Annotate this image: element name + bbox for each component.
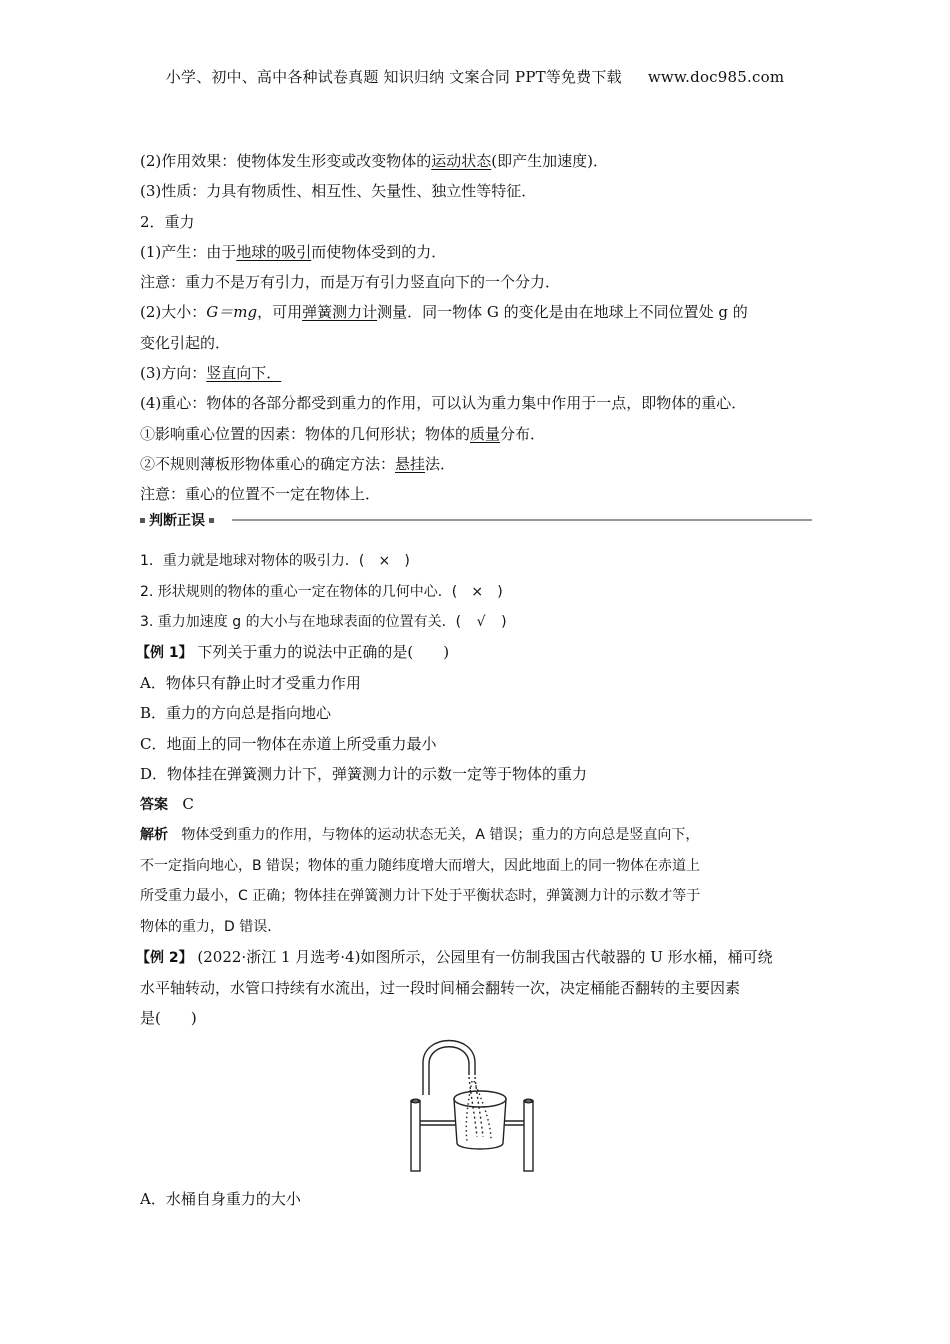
force-effect bbox=[140, 150, 608, 171]
gravity-direction bbox=[140, 362, 281, 383]
gravity-center: (4)重心：物体的各部分都受到重力的作用，可以认为重力集中作用于一点，即物体的重心． bbox=[140, 394, 747, 412]
bucket-rim bbox=[454, 1091, 506, 1107]
left-post bbox=[411, 1101, 420, 1171]
gravity-factor-text: ①影响重心位置的因素：物体的几何形状；物体的 bbox=[140, 425, 471, 443]
example2-stem-text: (2022·浙江 1 月选考·4)如图所示，公园里有一仿制我国古代攲器的 U 形水桶，桶可绕 bbox=[197, 948, 773, 966]
gravity-method-tail: 法． bbox=[425, 455, 456, 473]
judge-mark: √ bbox=[476, 614, 486, 630]
gravity-size-mid: ，可用 bbox=[257, 303, 303, 321]
example1-option: D．物体挂在弹簧测力计下，弹簧测力计的示数一定等于物体的重力 bbox=[140, 765, 588, 783]
example1-stem bbox=[136, 641, 449, 662]
header-text: 小学、初中、高中各种试卷真题 知识归纳 文案合同 PPT等免费下载 bbox=[165, 68, 622, 86]
gravity-note1: 注意：重力不是万有引力，而是万有引力竖直向下的一个分力． bbox=[140, 273, 561, 291]
water-pipe bbox=[423, 1041, 475, 1096]
example2-stem bbox=[136, 946, 773, 967]
example1-option: A．物体只有静止时才受重力作用 bbox=[140, 674, 361, 692]
example1-answer bbox=[140, 794, 194, 814]
square-bullet-icon bbox=[209, 518, 214, 523]
gravity-size-text: (2)大小： bbox=[140, 303, 207, 321]
judge-close: ) bbox=[501, 614, 507, 630]
judge-mark: × bbox=[471, 584, 484, 600]
example2-label: 【例 2】 bbox=[136, 950, 193, 966]
square-bullet-icon bbox=[140, 518, 145, 523]
gravity-size-tail: 测量．同一物体 G 的变化是由在地球上不同位置处 g 的 bbox=[377, 303, 748, 321]
judge-close: ) bbox=[497, 584, 503, 600]
force-effect-text: (2)作用效果：使物体发生形变或改变物体的 bbox=[140, 152, 432, 170]
judge-title-text: 判断正误 bbox=[149, 513, 205, 529]
judge-item-text: 3. 重力加速度 g 的大小与在地球表面的位置有关．( bbox=[140, 614, 462, 630]
water-pipe-inner bbox=[429, 1047, 469, 1095]
example2-stem-line: 水平轴转动，水管口持续有水流出，过一段时间桶会翻转一次，决定桶能否翻转的主要因素 bbox=[140, 979, 741, 997]
analysis-label: 解析 bbox=[140, 827, 168, 843]
judge-close: ) bbox=[404, 553, 410, 569]
judge-mark: × bbox=[378, 553, 391, 569]
gravity-factor-underlined: 质量 bbox=[470, 425, 501, 443]
gravity-method bbox=[140, 453, 455, 474]
gravity-factor-tail: 分布． bbox=[500, 425, 546, 443]
u-bucket-figure bbox=[405, 1037, 545, 1175]
analysis-line: 物体的重力，D 错误． bbox=[140, 919, 282, 935]
gravity-origin-underlined: 地球的吸引 bbox=[236, 243, 312, 261]
analysis-line: 所受重力最小，C 正确；物体挂在弹簧测力计下处于平衡状态时，弹簧测力计的示数才等于 bbox=[140, 888, 701, 904]
gravity-origin-tail: 而使物体受到的力． bbox=[311, 243, 447, 261]
example1-option: B．重力的方向总是指向地心 bbox=[140, 704, 332, 722]
judge-item bbox=[140, 550, 410, 570]
force-effect-tail: (即产生加速度)． bbox=[491, 152, 608, 170]
gravity-method-underlined: 悬挂 bbox=[395, 455, 426, 473]
gravity-note2: 注意：重心的位置不一定在物体上． bbox=[140, 485, 381, 503]
right-post bbox=[524, 1101, 533, 1171]
gravity-size bbox=[140, 301, 748, 322]
gravity-formula: G＝mg bbox=[206, 303, 258, 321]
section-divider bbox=[232, 519, 812, 521]
judge-item-text: 1．重力就是地球对物体的吸引力．( bbox=[140, 553, 365, 569]
example1-analysis bbox=[140, 824, 699, 844]
judge-item bbox=[140, 581, 503, 601]
header-site: www.doc985.com bbox=[647, 68, 785, 86]
gravity-method-text: ②不规则薄板形物体重心的确定方法： bbox=[140, 455, 396, 473]
gravity-factor bbox=[140, 423, 545, 444]
example1-label: 【例 1】 bbox=[136, 645, 193, 661]
answer-value: C bbox=[182, 795, 194, 813]
gravity-size-underlined: 弹簧测力计 bbox=[302, 303, 378, 321]
page-header bbox=[0, 66, 950, 87]
example1-option: C．地面上的同一物体在赤道上所受重力最小 bbox=[140, 735, 437, 753]
gravity-origin-text: (1)产生：由于 bbox=[140, 243, 237, 261]
example2-option: A．水桶自身重力的大小 bbox=[140, 1190, 301, 1208]
gravity-heading: 2．重力 bbox=[140, 213, 195, 231]
analysis-line: 不一定指向地心，B 错误；物体的重力随纬度增大而增大，因此地面上的同一物体在赤道上 bbox=[140, 858, 701, 874]
example2-stem-line: 是( ) bbox=[140, 1009, 197, 1027]
gravity-origin bbox=[140, 241, 446, 262]
force-nature: (3)性质：力具有物质性、相互性、矢量性、独立性等特征． bbox=[140, 182, 537, 200]
force-effect-underlined: 运动状态 bbox=[431, 152, 492, 170]
judge-section-title bbox=[140, 510, 812, 530]
analysis-line: 物体受到重力的作用，与物体的运动状态无关，A 错误；重力的方向总是竖直向下， bbox=[181, 827, 700, 843]
judge-item bbox=[140, 611, 507, 631]
answer-label: 答案 bbox=[140, 797, 168, 813]
example1-stem-text: 下列关于重力的说法中正确的是( ) bbox=[197, 643, 450, 661]
gravity-direction-text: (3)方向： bbox=[140, 364, 207, 382]
gravity-direction-underlined: 竖直向下． bbox=[206, 364, 282, 382]
judge-item-text: 2. 形状规则的物体的重心一定在物体的几何中心．( bbox=[140, 584, 458, 600]
gravity-size-cont: 变化引起的． bbox=[140, 334, 231, 352]
